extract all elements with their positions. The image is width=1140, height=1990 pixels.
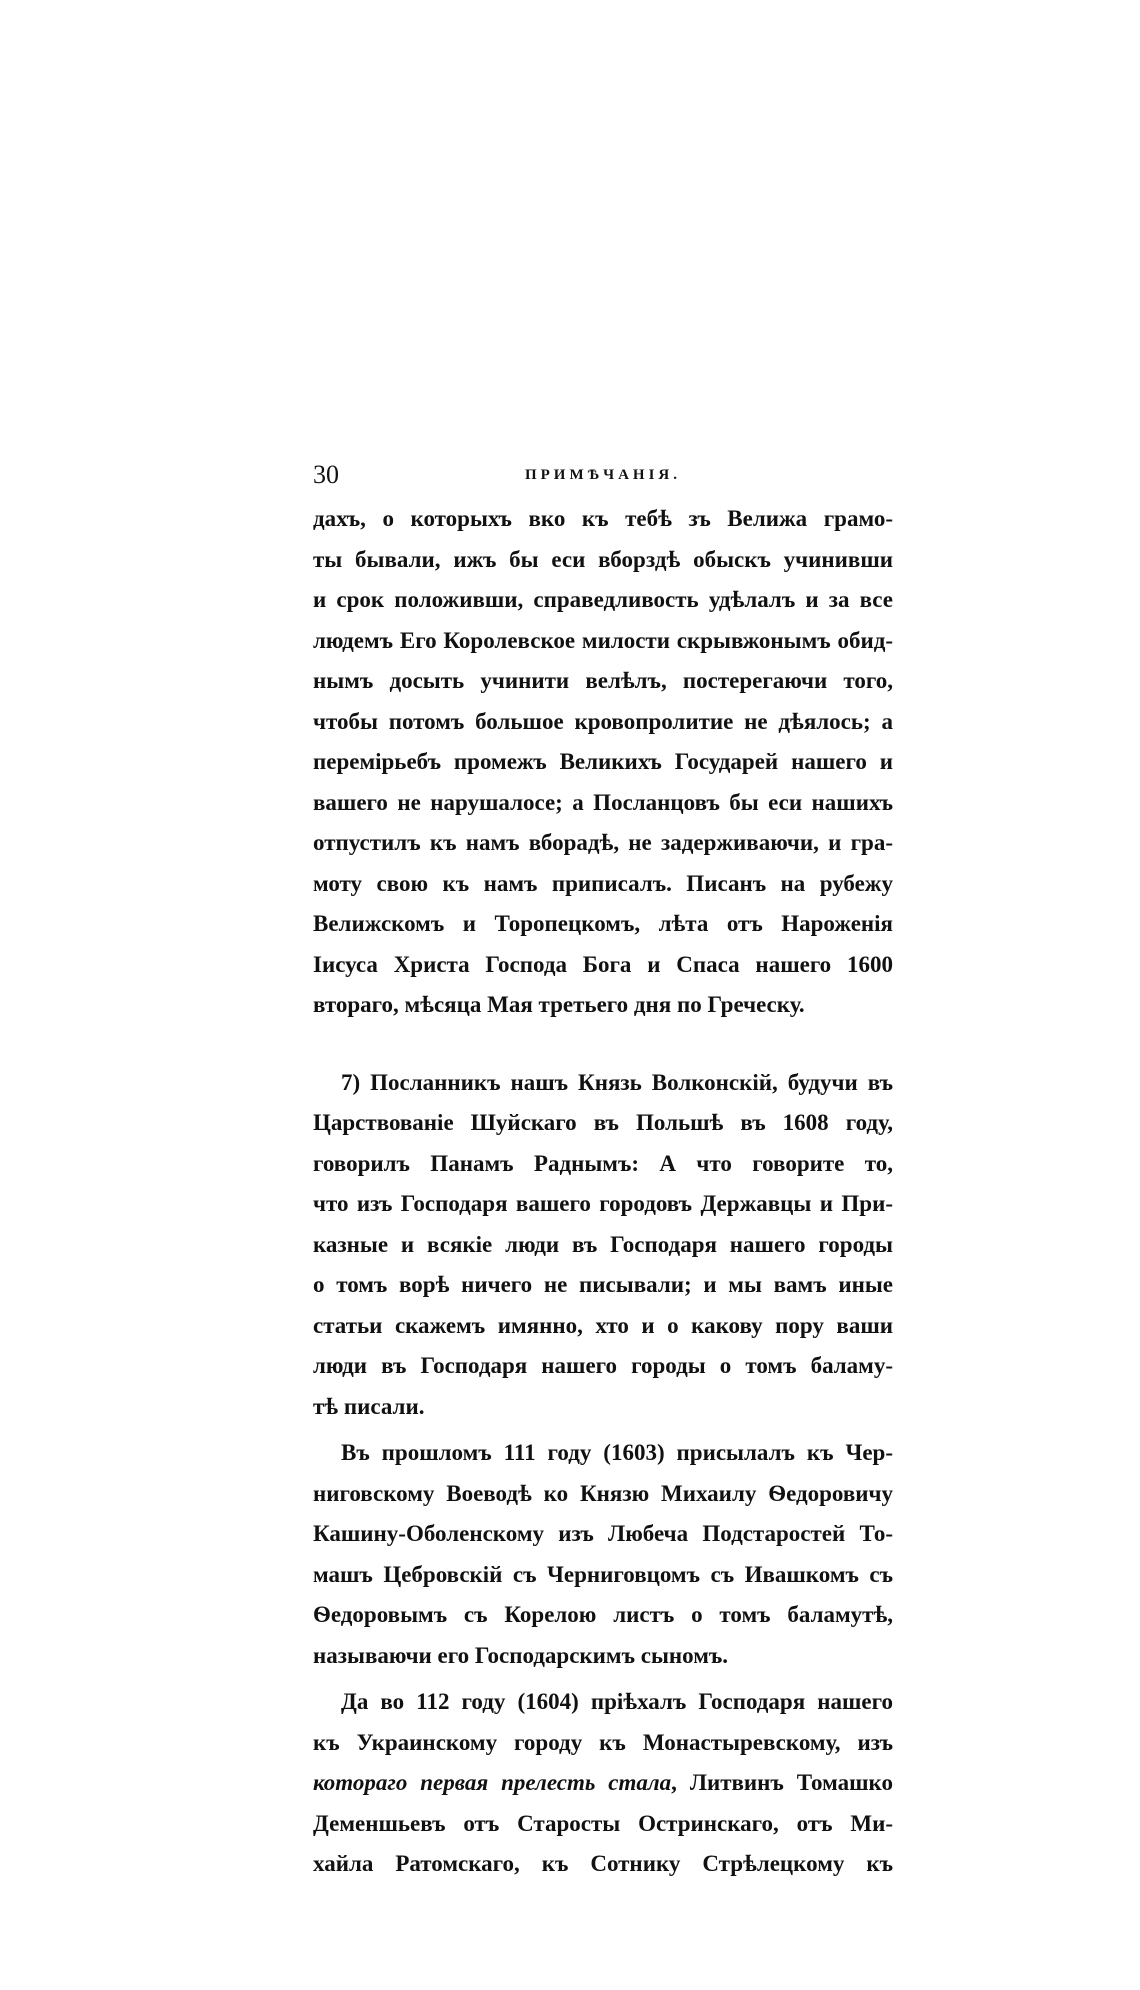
running-title: ПРИМѢЧАНІЯ.	[524, 467, 682, 483]
section-gap	[313, 1026, 893, 1063]
paragraph-letter-continuation	[313, 499, 893, 1026]
italic-phrase: котораго первая прелесть стала	[313, 1770, 672, 1795]
text-line: статьи скажемъ имянно, хто и о какову пору ваши	[313, 1312, 893, 1338]
paragraph-year-111	[313, 1433, 893, 1676]
text-line: Велижскомъ и Торопецкомъ, лѣта отъ Нароженія	[313, 911, 893, 936]
text-line: и срок положивши, справедливость удѣлалъ и за все	[313, 587, 893, 612]
text-line: дахъ, о которыхъ вко къ тебѣ зъ Велижа грамо-	[313, 506, 893, 531]
text-line: хайла Ратомскаго, къ Сотнику Стрѣлецкому къ	[313, 1851, 893, 1876]
text-line: чтобы потомъ большое кровопролитие не дѣялось; а	[313, 708, 893, 734]
text-line: Да во 112 году (1604) пріѣхалъ Господаря нашего	[341, 1689, 893, 1714]
text-line: что изъ Господаря вашего городовъ Державцы и При-	[313, 1191, 893, 1216]
text-line: вашего не нарушалосе; а Посланцовъ бы еси нашихъ	[313, 789, 893, 815]
text-line: Въ прошломъ 111 году (1603) присылалъ къ Чер-	[341, 1440, 893, 1465]
text-line: Царствованіе Шуйскаго въ Польшѣ въ 1608 году,	[313, 1110, 893, 1135]
text-line: называючи его Господарскимъ сыномъ.	[313, 1642, 729, 1668]
text-line: о томъ ворѣ ничего не писывали; и мы вамъ иные	[313, 1272, 893, 1297]
text-line: нымъ досыть учинити велѣлъ, постерегаючи того,	[313, 668, 893, 693]
text-line: говорилъ Панамъ Раднымъ: А что говорите то,	[313, 1150, 893, 1176]
text-line: машъ Цебровскій съ Черниговцомъ съ Ивашкомъ съ	[313, 1561, 893, 1587]
text-line: Деменшьевъ отъ Старосты Остринскаго, отъ Ми-	[313, 1810, 893, 1836]
text-line: втораго, мѣсяца Мая третьего дня по Греческу.	[313, 992, 805, 1017]
text-line: казные и всякіе люди въ Господаря нашего городы	[313, 1231, 893, 1257]
page-header	[313, 455, 893, 499]
text-line: 7) Посланникъ нашъ Князь Волконскій, будучи въ	[341, 1069, 893, 1095]
text-line: людемъ Его Королевское милости скрывжонымъ обид-	[313, 627, 893, 653]
text-block	[313, 455, 893, 1885]
text-line: ниговскому Воеводѣ ко Князю Михаилу Ѳедоровичу	[313, 1480, 893, 1506]
text-line: тѣ писали.	[313, 1393, 425, 1419]
text-line: къ Украинскому городу къ Монастыревскому, изъ	[313, 1729, 893, 1755]
paragraph-note-7	[313, 1063, 893, 1428]
text-line: люди въ Господаря нашего городы о томъ баламу-	[313, 1353, 893, 1378]
text-line: Іисуса Христа Господа Бога и Спаса нашего 1600	[313, 951, 893, 977]
text-line: Кашину-Оболенскому изъ Любеча Подстаростей То-	[313, 1521, 893, 1546]
text-line: ты бывали, ижъ бы еси вборздѣ обыскъ учинивши	[313, 546, 893, 572]
text-line: отпустилъ къ намъ вборадѣ, не задерживаючи, и гра-	[313, 830, 893, 855]
text-line: моту свою къ намъ приписалъ. Писанъ на рубежу	[313, 870, 893, 896]
page-number: 30	[313, 460, 339, 489]
paragraph-year-112	[313, 1682, 893, 1885]
text-line: перемірьебъ промежъ Великихъ Государей нашего и	[313, 749, 893, 774]
text-line: Ѳедоровымъ съ Корелою листъ о томъ баламутѣ,	[313, 1602, 893, 1627]
text-line-italic: котораго первая прелесть стала, Литвинъ Томашко	[313, 1770, 893, 1795]
